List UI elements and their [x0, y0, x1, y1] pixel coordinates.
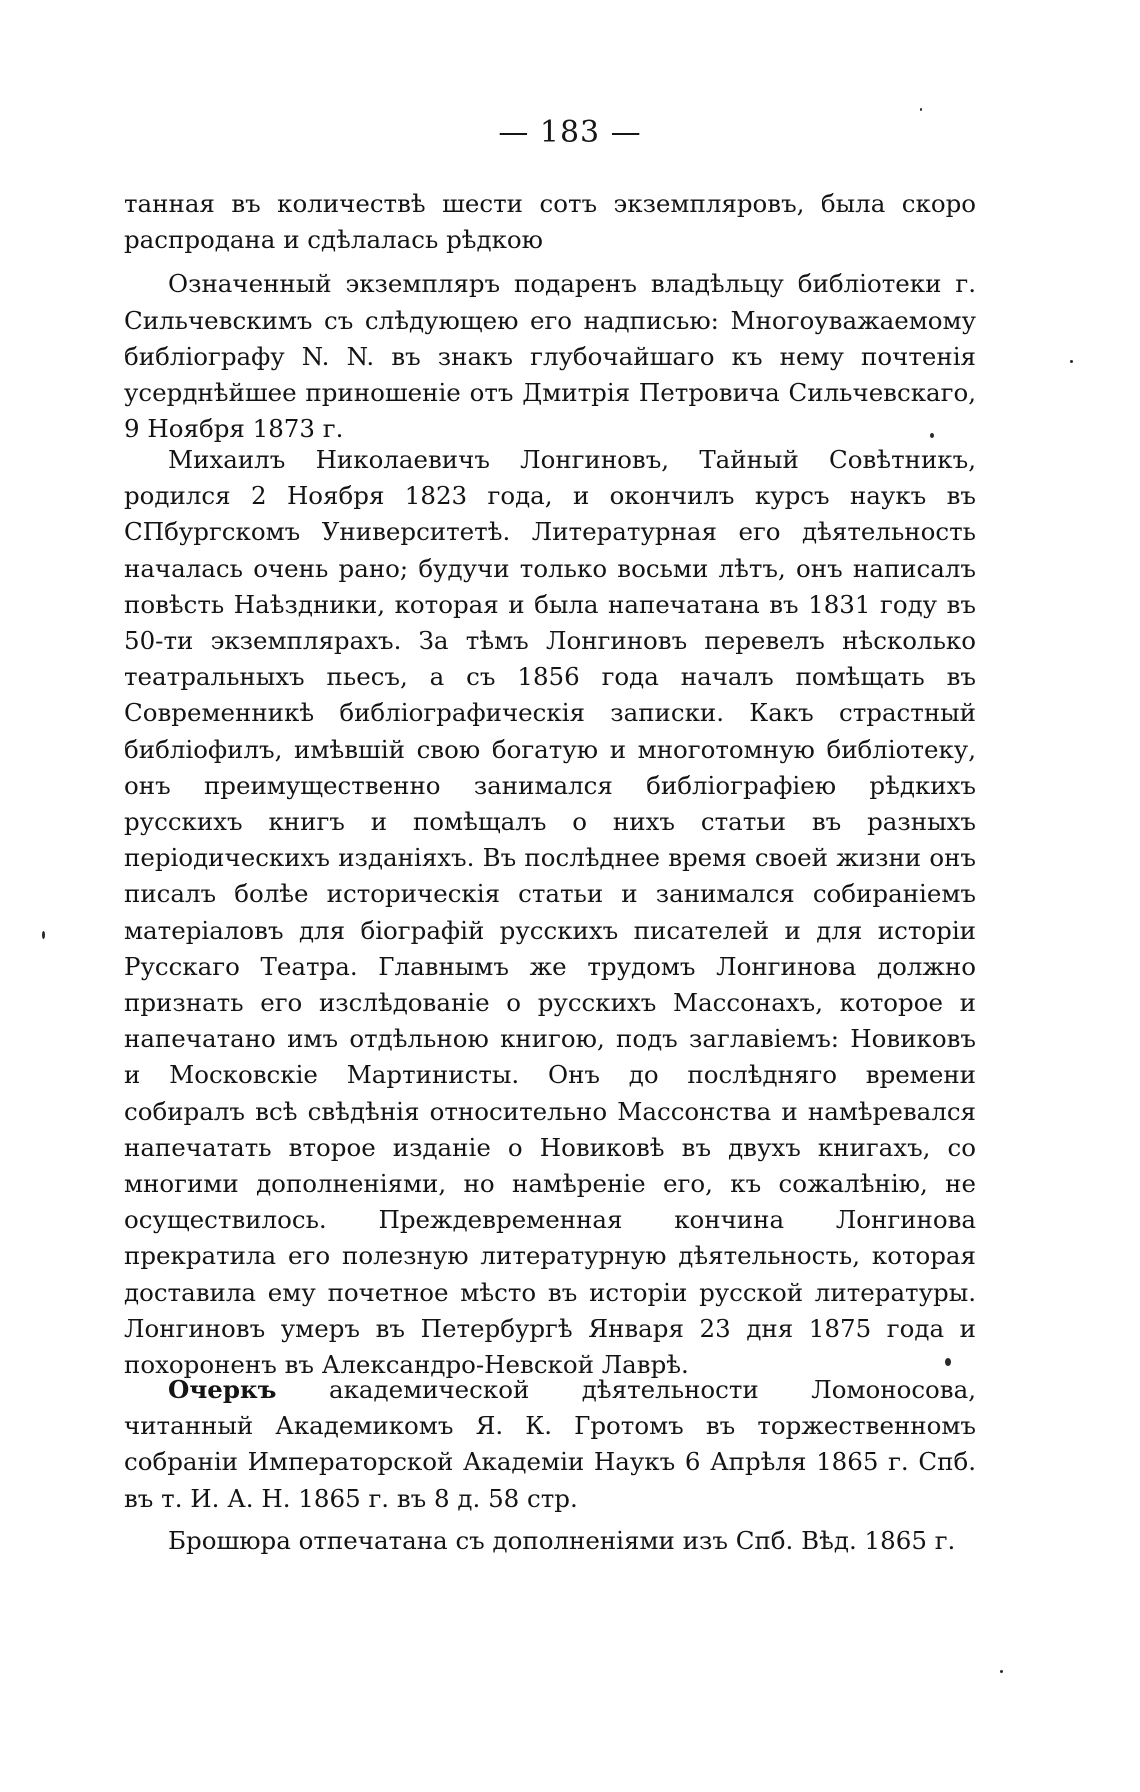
entry-longinov [124, 442, 976, 1383]
longinov-paragraph: Михаилъ Николаевичъ Лонгиновъ, Тайный Совѣтникъ, родился 2 Ноября 1823 года, и окончилъ курсъ наукъ въ СПбургскомъ Университетѣ. Литературная его дѣятельность началась очень рано; будучи только восьми лѣтъ, онъ написалъ повѣсть Наѣздники, которая и была напечатана въ 1831 году въ 50-ти экземплярахъ. За тѣмъ Лонгиновъ перевелъ нѣсколько театральныхъ пьесъ, а съ 1856 года началъ помѣщать въ Современникѣ библіографическія записки. Какъ страстный библіофилъ, имѣвшій свою богатую и многотомную библіотеку, онъ преимущественно занимался библіографіею рѣдкихъ русскихъ книгъ и помѣщалъ о нихъ статьи въ разныхъ періодическихъ изданіяхъ. Въ послѣднее время своей жизни онъ писалъ болѣе историческія статьи и занимался собираніемъ матеріаловъ для біографій русскихъ писателей и для исторіи Русскаго Театра. Главнымъ же трудомъ Лонгинова должно признать его изслѣдованіе о русскихъ Массонахъ, которое и напечатано имъ отдѣльною книгою, подъ заглавіемъ: Новиковъ и Московскіе Мартинисты. Онъ до послѣдняго времени собиралъ всѣ свѣдѣнія относительно Массонства и намѣревался напечатать второе изданіе о Новиковѣ въ двухъ книгахъ, со многими дополненіями, но намѣреніе его, къ сожалѣнію, не осуществилось. Преждевременная кончина Лонгинова прекратила его полезную литературную дѣятельность, которая доставила ему почетное мѣсто въ исторіи русской литературы. Лонгиновъ умеръ въ Петербургѣ Января 23 дня 1875 года и похороненъ въ Александро-Невской Лаврѣ. [124, 445, 976, 1380]
brochure-note: Брошюра отпечатана съ дополненіями изъ Спб. Вѣд. 1865 г. [168, 1525, 956, 1555]
continuation-text: танная въ количествѣ шести сотъ экземпляровъ, была скоро распродана и сдѣлалась рѣдкою [124, 189, 976, 255]
page-number: — 183 — [498, 115, 642, 150]
scan-speck [945, 1358, 951, 1366]
scan-speck [1070, 360, 1073, 363]
entry-lead-word: Очеркъ [168, 1375, 277, 1404]
scan-speck [42, 931, 45, 939]
dedication-paragraph: Означенный экземпляръ подаренъ владѣльцу библіотеки г. Сильчевскимъ съ слѣдующею его надписью: Многоуважаемому библіографу N. N. въ знакъ глубочайшаго къ нему почтенія усерднѣйшее приношеніе отъ Дмитрія Петровича Сильчевскаго, 9 Ноября 1873 г. [124, 269, 976, 444]
entry-lomonosov [124, 1372, 976, 1559]
lomonosov-title [124, 1372, 976, 1517]
entry-silchevsky [124, 186, 976, 447]
scan-speck [1000, 1670, 1003, 1673]
scan-speck [920, 108, 922, 111]
scan-speck [930, 433, 934, 438]
entry-title-rest: академической дѣятельности Ломоносова, читанный Академикомъ Я. К. Гротомъ въ торжественномъ собраніи Императорской Академіи Наукъ 6 Апрѣля 1865 г. Спб. въ т. И. А. Н. 1865 г. въ 8 д. 58 стр. [124, 1375, 976, 1513]
